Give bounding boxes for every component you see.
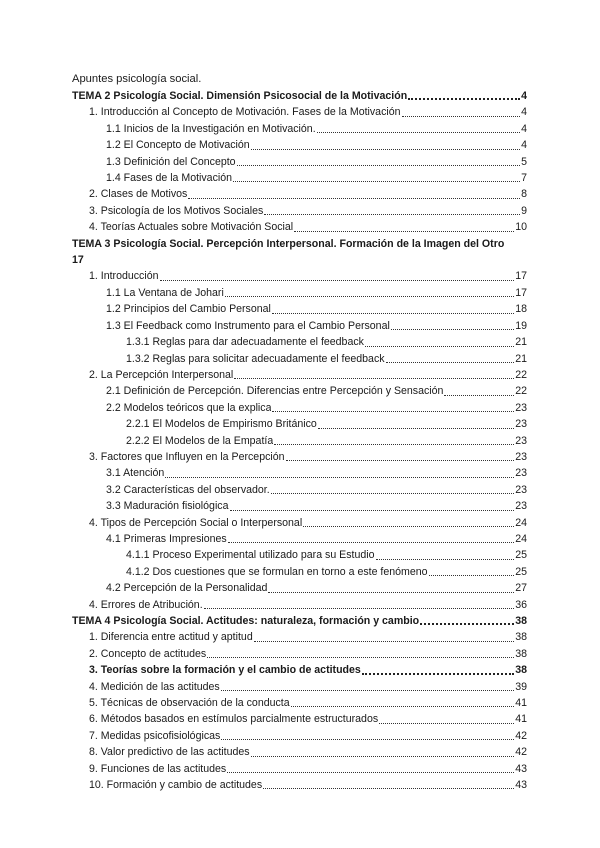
- toc-dot-leader: [160, 280, 515, 281]
- toc-dot-leader: [272, 411, 514, 412]
- toc-entry-page: 42: [515, 729, 527, 742]
- toc-dot-leader: [221, 690, 514, 691]
- toc-dot-leader: [234, 378, 514, 379]
- toc-entry-label: 1.3.2 Reglas para solicitar adecuadamente el feedback: [126, 352, 385, 365]
- toc-entry-label: 5. Técnicas de observación de la conducta: [89, 697, 290, 710]
- toc-entry-page: 23: [515, 418, 527, 431]
- toc-dot-leader: [318, 428, 514, 429]
- toc-dot-leader: [362, 673, 514, 675]
- toc-entry-label: 4.1 Primeras Impresiones: [106, 532, 227, 545]
- toc-entry-page: 18: [515, 303, 527, 316]
- toc-entry[interactable]: [72, 137, 527, 153]
- toc-entry[interactable]: [72, 334, 527, 350]
- toc-entry-label: 1.3 Definición del Concepto: [106, 155, 236, 168]
- toc-dot-leader: [420, 623, 514, 625]
- toc-entry-label: 3. Factores que Influyen en la Percepción: [89, 450, 285, 463]
- toc-entry-page: 7: [521, 172, 527, 185]
- document-title: Apuntes psicología social.: [72, 73, 202, 85]
- toc-entry[interactable]: [72, 416, 527, 432]
- toc-entry[interactable]: [72, 515, 527, 531]
- toc-entry-label: 2.1 Definición de Percepción. Diferencias entre Percepción y Sensación: [106, 385, 444, 398]
- toc-entry-page: 41: [515, 697, 527, 710]
- toc-dot-leader: [365, 346, 514, 347]
- toc-entry[interactable]: [72, 465, 527, 481]
- toc-entry[interactable]: [72, 679, 527, 695]
- toc-entry[interactable]: [72, 203, 527, 219]
- toc-entry-page: 9: [521, 204, 527, 217]
- toc-entry-page: 39: [515, 680, 527, 693]
- toc-entry-label: 1. Introducción: [89, 270, 159, 283]
- toc-dot-leader: [272, 313, 514, 314]
- toc-entry[interactable]: [72, 498, 527, 514]
- toc-entry[interactable]: [72, 383, 527, 399]
- toc-dot-leader: [225, 296, 514, 297]
- toc-entry[interactable]: [72, 531, 527, 547]
- toc-entry[interactable]: [72, 449, 527, 465]
- toc-entry[interactable]: [72, 400, 527, 416]
- toc-entry-label: 9. Funciones de las actitudes: [89, 762, 227, 775]
- toc-entry[interactable]: [72, 613, 527, 629]
- toc-dot-leader: [233, 181, 520, 182]
- toc-entry-label: 4. Teorías Actuales sobre Motivación Social: [89, 221, 294, 234]
- toc-dot-leader: [391, 329, 514, 330]
- toc-entry-label: 1.4 Fases de la Motivación: [106, 172, 233, 185]
- document-page: [72, 70, 527, 793]
- toc-dot-leader: [408, 98, 520, 100]
- toc-dot-leader: [317, 132, 520, 133]
- toc-dot-leader: [274, 444, 514, 445]
- toc-dot-leader: [188, 198, 520, 199]
- toc-entry-label: 2.2.1 El Modelos de Empirismo Británico: [126, 418, 317, 431]
- toc-entry-page: 17: [72, 254, 84, 267]
- toc-entry[interactable]: [72, 367, 527, 383]
- toc-entry-label: 1. Introducción al Concepto de Motivación. Fases de la Motivación: [89, 106, 401, 119]
- toc-entry-page: 25: [515, 549, 527, 562]
- toc-dot-leader: [165, 477, 514, 478]
- toc-entry[interactable]: [72, 318, 527, 334]
- toc-entry-label: 4. Tipos de Percepción Social o Interpersonal: [89, 516, 303, 529]
- toc-entry[interactable]: [72, 154, 527, 170]
- toc-dot-leader: [271, 493, 515, 494]
- toc-entry[interactable]: [72, 121, 527, 137]
- toc-entry-label: 1.2 Principios del Cambio Personal: [106, 303, 271, 316]
- table-of-contents: [72, 88, 527, 793]
- toc-entry-page: 38: [515, 647, 527, 660]
- toc-dot-leader: [230, 510, 515, 511]
- toc-entry[interactable]: [72, 761, 527, 777]
- toc-entry-page: 42: [515, 746, 527, 759]
- toc-entry[interactable]: [72, 597, 527, 613]
- toc-dot-leader: [402, 116, 521, 117]
- toc-entry-label: 6. Métodos basados en estímulos parcialmente estructurados: [89, 713, 379, 726]
- toc-dot-leader: [444, 395, 514, 396]
- toc-entry-page: 38: [515, 631, 527, 644]
- toc-entry-page: 22: [515, 385, 527, 398]
- toc-dot-leader: [264, 214, 520, 215]
- toc-entry-page: 43: [515, 779, 527, 792]
- toc-dot-leader: [227, 772, 514, 773]
- toc-entry-label: 4.1.1 Proceso Experimental utilizado para su Estudio: [126, 549, 375, 562]
- toc-dot-leader: [303, 526, 514, 527]
- toc-entry-page: 10: [515, 221, 527, 234]
- toc-entry-page: 24: [515, 532, 527, 545]
- toc-entry-page: 23: [515, 401, 527, 414]
- toc-entry[interactable]: [72, 711, 527, 727]
- toc-entry-label: 2.2.2 El Modelos de la Empatía: [126, 434, 274, 447]
- toc-entry-page: 38: [515, 615, 527, 627]
- toc-entry-label: 10. Formación y cambio de actitudes: [89, 779, 263, 792]
- toc-dot-leader: [204, 608, 515, 609]
- toc-entry-page: 23: [515, 483, 527, 496]
- toc-entry-page: 22: [515, 368, 527, 381]
- toc-entry[interactable]: [72, 236, 527, 269]
- toc-dot-leader: [207, 657, 514, 658]
- toc-entry[interactable]: [72, 104, 527, 120]
- toc-entry-page: 4: [521, 139, 527, 152]
- toc-entry[interactable]: [72, 285, 527, 301]
- toc-entry[interactable]: [72, 728, 527, 744]
- toc-entry-page: 41: [515, 713, 527, 726]
- toc-entry-label: 3. Psicología de los Motivos Sociales: [89, 204, 264, 217]
- toc-entry-page: 4: [521, 90, 527, 102]
- toc-entry-page: 19: [515, 319, 527, 332]
- toc-entry[interactable]: [72, 547, 527, 563]
- toc-dot-leader: [376, 559, 515, 560]
- toc-entry[interactable]: [72, 564, 527, 580]
- toc-entry[interactable]: [72, 351, 527, 367]
- toc-entry-label: 4. Errores de Atribución.: [89, 598, 203, 611]
- toc-dot-leader: [251, 756, 515, 757]
- toc-entry-page: 25: [515, 565, 527, 578]
- toc-dot-leader: [221, 739, 514, 740]
- toc-entry-label: 2. Clases de Motivos: [89, 188, 188, 201]
- toc-entry[interactable]: [72, 268, 527, 284]
- toc-entry[interactable]: [72, 170, 527, 186]
- toc-dot-leader: [294, 231, 514, 232]
- toc-entry[interactable]: [72, 744, 527, 760]
- toc-entry-label: 1.3.1 Reglas para dar adecuadamente el feedback: [126, 336, 364, 349]
- toc-entry-label: 3.2 Características del observador.: [106, 483, 270, 496]
- toc-entry-label: TEMA 2 Psicología Social. Dimensión Psicosocial de la Motivación: [72, 90, 408, 102]
- toc-entry-page: 23: [515, 467, 527, 480]
- toc-entry-label: 2.2 Modelos teóricos que la explica: [106, 401, 272, 414]
- toc-entry-label: TEMA 4 Psicología Social. Actitudes: naturaleza, formación y cambio: [72, 615, 420, 627]
- toc-dot-leader: [237, 165, 521, 166]
- toc-dot-leader: [386, 362, 515, 363]
- toc-entry[interactable]: [72, 695, 527, 711]
- toc-entry-page: 38: [515, 664, 527, 677]
- toc-entry-label: 8. Valor predictivo de las actitudes: [89, 746, 250, 759]
- toc-dot-leader: [268, 592, 514, 593]
- toc-entry-label: 7. Medidas psicofisiológicas: [89, 729, 221, 742]
- toc-entry[interactable]: [72, 88, 527, 104]
- toc-entry-page: 8: [521, 188, 527, 201]
- toc-entry[interactable]: [72, 219, 527, 235]
- toc-dot-leader: [254, 641, 514, 642]
- toc-entry-label: 2. Concepto de actitudes: [89, 647, 207, 660]
- toc-dot-leader: [379, 723, 514, 724]
- toc-entry-page: 36: [515, 598, 527, 611]
- toc-dot-leader: [263, 788, 514, 789]
- toc-entry[interactable]: [72, 433, 527, 449]
- toc-entry-label: 1. Diferencia entre actitud y aptitud: [89, 631, 253, 644]
- toc-entry[interactable]: [72, 629, 527, 645]
- toc-entry-page: 21: [515, 336, 527, 349]
- toc-entry-label: 1.2 El Concepto de Motivación: [106, 139, 250, 152]
- toc-entry[interactable]: [72, 482, 527, 498]
- toc-entry[interactable]: [72, 646, 527, 662]
- toc-entry-page: 17: [515, 270, 527, 283]
- toc-entry[interactable]: [72, 662, 527, 678]
- toc-entry-page: 23: [515, 500, 527, 513]
- toc-entry-page: 21: [515, 352, 527, 365]
- toc-entry-label: 1.1 Inicios de la Investigación en Motivación.: [106, 122, 316, 135]
- toc-entry-page: 17: [515, 286, 527, 299]
- toc-entry[interactable]: [72, 186, 527, 202]
- toc-entry-page: 4: [521, 122, 527, 135]
- toc-entry-page: 5: [521, 155, 527, 168]
- toc-dot-leader: [429, 575, 515, 576]
- toc-entry-label: 4.2 Percepción de la Personalidad: [106, 582, 268, 595]
- toc-entry-page: 27: [515, 582, 527, 595]
- toc-entry-page: 43: [515, 762, 527, 775]
- toc-entry-page: 23: [515, 434, 527, 447]
- toc-entry-label: 1.1 La Ventana de Johari: [106, 286, 224, 299]
- toc-entry-label: 4. Medición de las actitudes: [89, 680, 220, 693]
- toc-dot-leader: [286, 460, 515, 461]
- toc-entry[interactable]: [72, 301, 527, 317]
- toc-entry[interactable]: [72, 580, 527, 596]
- toc-entry-label: 1.3 El Feedback como Instrumento para el Cambio Personal: [106, 319, 390, 332]
- toc-entry-label: 3. Teorías sobre la formación y el cambio de actitudes: [89, 664, 361, 677]
- toc-dot-leader: [291, 706, 515, 707]
- toc-entry[interactable]: [72, 777, 527, 793]
- toc-entry-page: 24: [515, 516, 527, 529]
- toc-dot-leader: [251, 149, 520, 150]
- toc-entry-page: 23: [515, 450, 527, 463]
- toc-entry-label: 3.3 Maduración fisiológica: [106, 500, 229, 513]
- toc-entry-page: 4: [521, 106, 527, 119]
- toc-dot-leader: [228, 542, 515, 543]
- toc-entry-label: TEMA 3 Psicología Social. Percepción Interpersonal. Formación de la Imagen del Otro: [72, 237, 505, 250]
- toc-entry-label: 2. La Percepción Interpersonal: [89, 368, 234, 381]
- toc-entry-label: 4.1.2 Dos cuestiones que se formulan en torno a este fenómeno: [126, 565, 428, 578]
- toc-entry-label: 3.1 Atención: [106, 467, 165, 480]
